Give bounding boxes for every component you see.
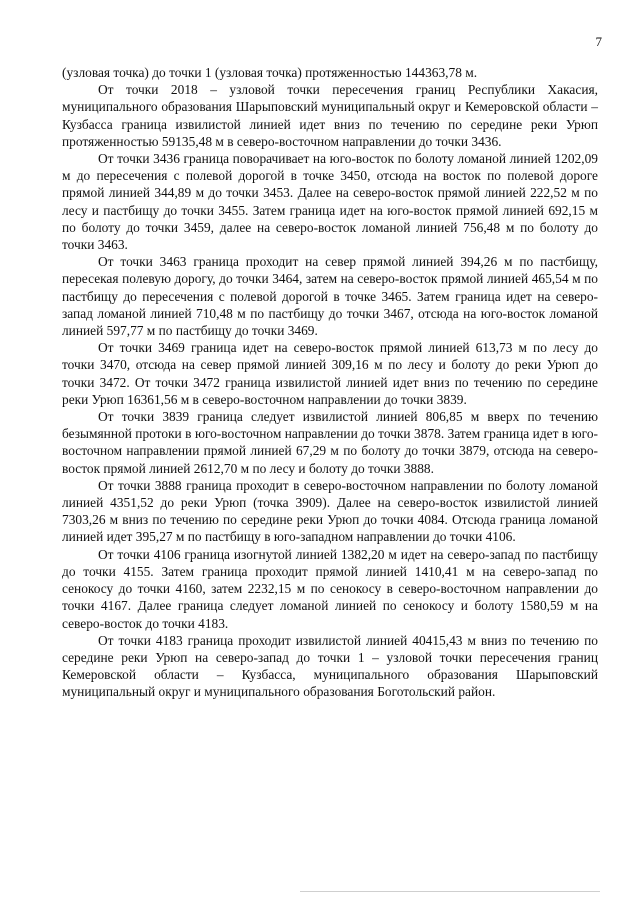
- bottom-divider: [300, 891, 600, 892]
- page-number: 7: [595, 34, 602, 49]
- paragraph-6: От точки 3839 граница следует извилистой линией 806,85 м вверх по течению безымянной протоки в юго-восточном направлении до точки 3878. Затем граница идет в юго-восточном направлении прямой линией 67,29 м по болоту до точки 3879, отсюда на северо-восток прямой линией 2612,70 м по лесу и болоту до точки 3888.: [62, 409, 598, 476]
- paragraph-5: От точки 3469 граница идет на северо-восток прямой линией 613,73 м по лесу до точки 3470, отсюда на север прямой линией 309,16 м по лесу и болоту до реки Урюп до точки 3472. От точки 3472 граница извилистой линией идет вниз по течению по середине реки Урюп 16361,56 м в северо-восточном направлении до точки 3839.: [62, 340, 598, 407]
- paragraph-9: От точки 4183 граница проходит извилистой линией 40415,43 м вниз по течению по середине реки Урюп на северо-запад до точки 1 – узловой точки пересечения границ Кемеровской области – Кузбасса, муниципального образования Шарыповский муниципальный округ и муниципального образования Боготольский район.: [62, 632, 598, 700]
- document-body: [62, 64, 598, 701]
- paragraph-8: От точки 4106 граница изогнутой линией 1382,20 м идет на северо-запад по пастбищу до точки 4155. Затем граница проходит прямой линией 1410,41 м на северо-запад по сенокосу до точки 4160, затем 2232,15 м по сенокосу в северо-восточном направлении до точки 4167. Далее граница следует ломаной линией по сенокосу и болоту 1580,59 м на северо-восток до точки 4183.: [62, 546, 598, 631]
- paragraph-2: От точки 2018 – узловой точки пересечения границ Республики Хакасия, муниципального образования Шарыповский муниципальный округ и Кемеровской области – Кузбасса граница извилистой линией идет вниз по течению по середине реки Урюп протяженностью 59135,48 м в северо-восточном направлении до точки 3436.: [62, 82, 598, 149]
- paragraph-7: От точки 3888 граница проходит в северо-восточном направлении по болоту ломаной линией 4351,52 до реки Урюп (точка 3909). Далее на северо-восток извилистой линией 7303,26 м вниз по течению по середине реки Урюп до точки 4084. Отсюда граница ломаной линией идет 395,27 м по пастбищу в юго-западном направлении до точки 4106.: [62, 477, 598, 545]
- paragraph-4: От точки 3463 граница проходит на север прямой линией 394,26 м по пастбищу, пересекая полевую дорогу, до точки 3464, затем на северо-восток прямой линией 465,54 м по пастбищу до пересечения с полевой дорогой в точке 3465. Затем граница идет на северо-запад ломаной линией 710,48 м по пастбищу до точки 3467, отсюда на юго-восток ломаной линией 597,77 м по пастбищу до точки 3469.: [62, 254, 598, 339]
- paragraph-1: (узловая точка) до точки 1 (узловая точка) протяженностью 144363,78 м.: [62, 65, 478, 80]
- paragraph-3: От точки 3436 граница поворачивает на юго-восток по болоту ломаной линией 1202,09 м до пересечения с полевой дорогой в точке 3450, отсюда на восток по полевой дороге прямой линией 344,89 м до точки 3453. Далее на северо-восток прямой линией 222,52 м по лесу и пастбищу до точки 3455. Затем граница идет на юго-восток прямой линией 692,15 м по болоту до точки 3459, далее на северо-восток ломаной линией 756,48 м по болоту до точки 3463.: [62, 151, 598, 253]
